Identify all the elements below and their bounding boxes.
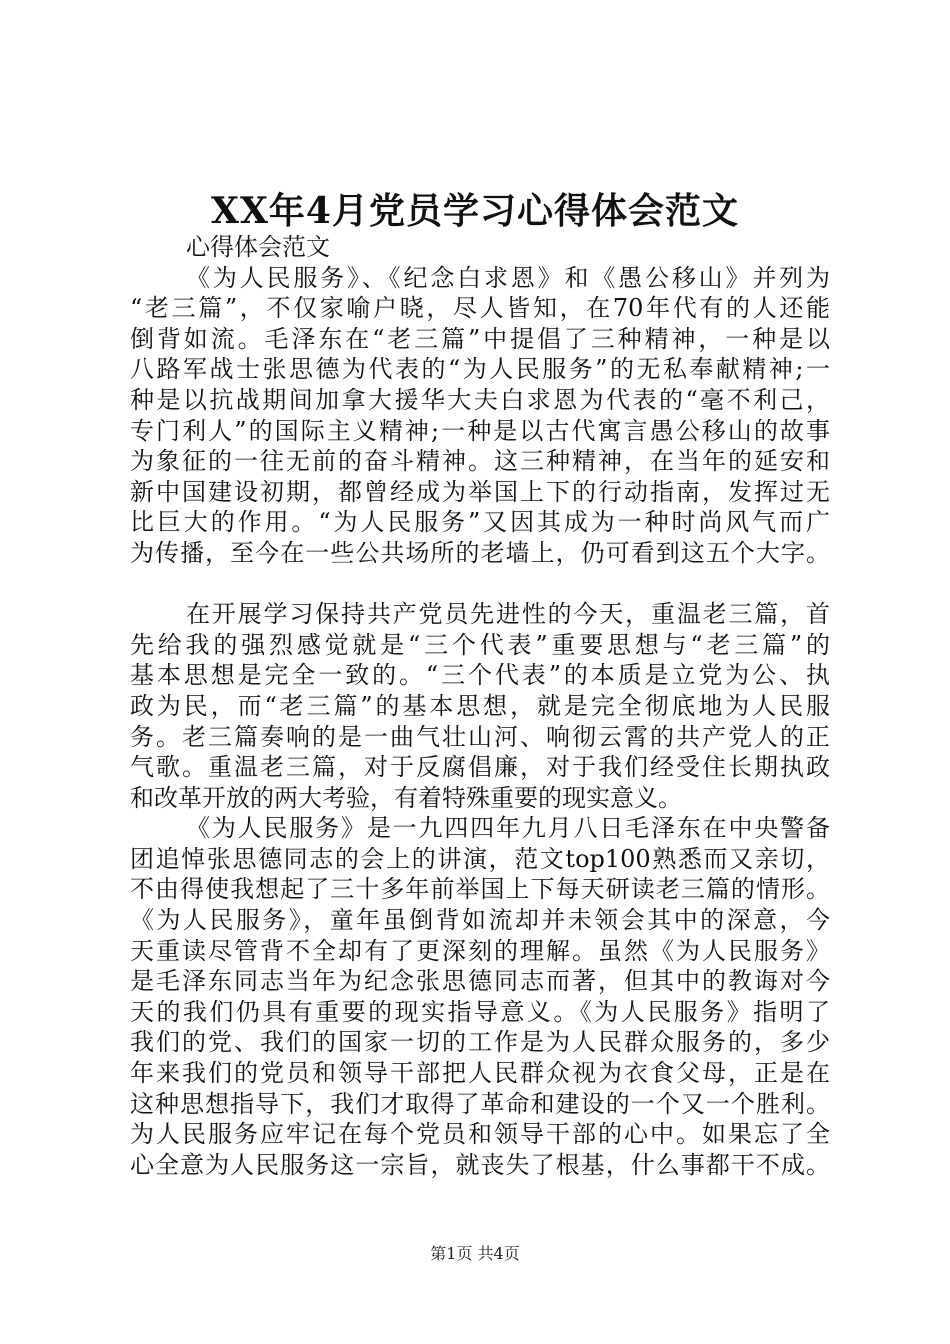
paragraph-line: 气歌。重温老三篇，对于反腐倡廉，对于我们经受住长期执政 xyxy=(130,753,830,782)
page-title: XX年4月党员学习心得体会范文 xyxy=(211,190,739,232)
document-body xyxy=(130,232,830,1180)
paragraph-3 xyxy=(130,813,830,1180)
paragraph-line: 年来我们的党员和领导干部把人民群众视为衣食父母，正是在 xyxy=(130,1059,830,1088)
paragraph-2 xyxy=(130,599,830,813)
paragraph-line: 倒背如流。毛泽东在“老三篇”中提倡了三种精神，一种是以 xyxy=(130,324,830,353)
paragraph-line: 不由得使我想起了三十多年前举国上下每天研读老三篇的情形。 xyxy=(130,875,830,904)
paragraph-line: 专门利人”的国际主义精神;一种是以古代寓言愚公移山的故事 xyxy=(130,416,830,445)
paragraph-line: 务。老三篇奏响的是一曲气壮山河、响彻云霄的共产党人的正 xyxy=(130,722,830,751)
paragraph-line: 天的我们仍具有重要的现实指导意义。《为人民服务》指明了 xyxy=(130,997,830,1026)
document-subtitle: 心得体会范文 xyxy=(186,233,330,261)
paragraph-line: 心全意为人民服务这一宗旨，就丧失了根基，什么事都干不成。 xyxy=(130,1150,830,1179)
paragraph-line: 为人民服务应牢记在每个党员和领导干部的心中。如果忘了全 xyxy=(130,1120,830,1149)
paragraph-line: 《为人民服务》、《纪念白求恩》和《愚公移山》并列为 xyxy=(186,263,830,292)
paragraph-line: 《为人民服务》，童年虽倒背如流却并未领会其中的深意，今 xyxy=(130,906,830,935)
paragraph-line: 政为民，而“老三篇”的基本思想，就是完全彻底地为人民服 xyxy=(130,691,830,720)
paragraph-spacer xyxy=(130,569,830,600)
paragraph-line: “老三篇”，不仅家喻户晓，尽人皆知，在70年代有的人还能 xyxy=(130,294,830,323)
paragraph-line: 和改革开放的两大考验，有着特殊重要的现实意义。 xyxy=(130,783,682,812)
paragraph-line: 我们的党、我们的国家一切的工作是为人民群众服务的，多少 xyxy=(130,1028,830,1057)
paragraph-line: 种是以抗战期间加拿大援华大夫白求恩为代表的“毫不利己， xyxy=(130,385,830,414)
paragraph-line: 基本思想是完全一致的。“三个代表”的本质是立党为公、执 xyxy=(130,661,830,690)
paragraph-line: 新中国建设初期，都曾经成为举国上下的行动指南，发挥过无 xyxy=(130,477,830,506)
paragraph-1 xyxy=(130,263,830,569)
paragraph-line: 这种思想指导下，我们才取得了革命和建设的一个又一个胜利。 xyxy=(130,1089,830,1118)
paragraph-line: 八路军战士张思德为代表的“为人民服务”的无私奉献精神;一 xyxy=(130,355,830,384)
paragraph-line: 比巨大的作用。“为人民服务”又因其成为一种时尚风气而广 xyxy=(130,508,830,537)
paragraph-line: 为传播，至今在一些公共场所的老墙上，仍可看到这五个大字。 xyxy=(130,538,830,567)
paragraph-line: 为象征的一往无前的奋斗精神。这三种精神，在当年的延安和 xyxy=(130,447,830,476)
paragraph-line: 在开展学习保持共产党员先进性的今天，重温老三篇，首 xyxy=(186,600,830,629)
paragraph-line: 天重读尽管背不全却有了更深刻的理解。虽然《为人民服务》 xyxy=(130,936,830,965)
paragraph-line: 《为人民服务》是一九四四年九月八日毛泽东在中央警备 xyxy=(186,814,830,843)
paragraph-line: 团追悼张思德同志的会上的讲演，范文top100熟悉而又亲切， xyxy=(130,844,830,873)
paragraph-line: 先给我的强烈感觉就是“三个代表”重要思想与“老三篇”的 xyxy=(130,630,830,659)
page-number-footer: 第1页 共4页 xyxy=(430,1244,520,1263)
paragraph-line: 是毛泽东同志当年为纪念张思德同志而著，但其中的教诲对今 xyxy=(130,967,830,996)
